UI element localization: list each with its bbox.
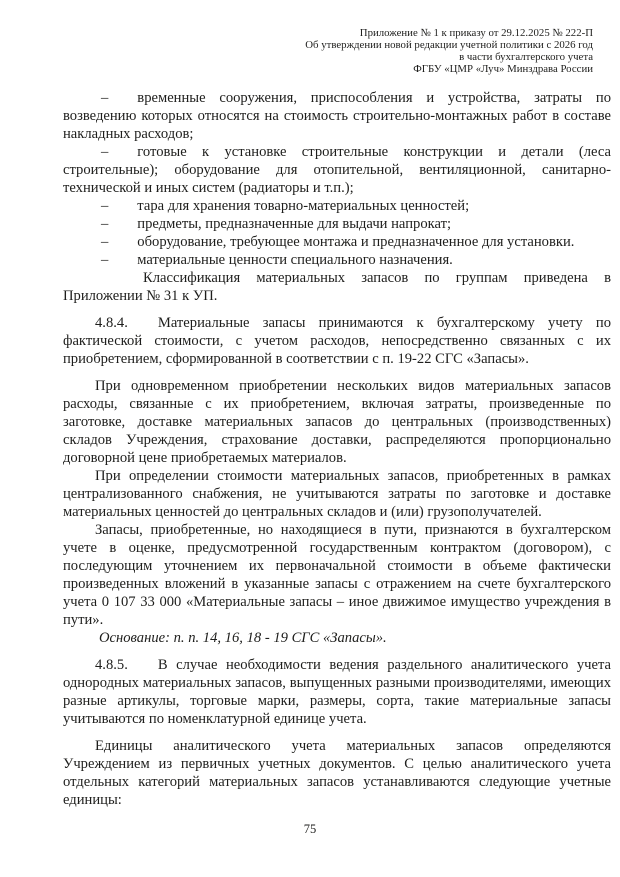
bullet-item — [63, 251, 611, 269]
bullet-item — [63, 215, 611, 233]
section-text: Материальные запасы принимаются к бухгалтерскому учету по фактической стоимости, с учетом расходов, непосредственно связанных с их приобретением, сформированной в соответствии с п. 19-22 СГС «Запасы». — [63, 315, 611, 367]
bullet-dash: – — [101, 90, 109, 106]
bullet-text: тара для хранения товарно-материальных ценностей; — [137, 198, 470, 214]
bullet-text: предметы, предназначенные для выдачи напрокат; — [137, 216, 452, 232]
section-text: В случае необходимости ведения раздельного аналитического учета однородных материальных запасов, выпущенных разными производителями, имеющих разные артикулы, торговые марки, размеры, сорта, такие материальные запасы учитываются по номенклатурной единице учета. — [63, 657, 611, 727]
bullet-text: временные сооружения, приспособления и устройства, затраты по возведению которых относятся на стоимость строительно-монтажных работ в составе накладных расходов; — [63, 90, 611, 142]
section-number: 4.8.5. — [95, 657, 128, 673]
bullet-dash: – — [101, 234, 109, 250]
bullet-dash: – — [101, 216, 109, 232]
paragraph-accounting-units: Единицы аналитического учета материальных запасов определяются Учреждением из первичных учетных документов. С целью аналитического учета отдельных категорий материальных запасов устанавливаются следующие учетные единицы: — [63, 738, 611, 808]
bullet-item — [63, 197, 611, 215]
header-line-accounting: в части бухгалтерского учета — [459, 51, 593, 63]
paragraph-classification: Классификация материальных запасов по группам приведена в Приложении № 31 к УП. — [63, 270, 611, 304]
footer-page-number: 75 — [303, 822, 317, 836]
header-line-approval: Об утверждении новой редакции учетной политики с 2026 год — [305, 39, 593, 51]
paragraph-in-transit: Запасы, приобретенные, но находящиеся в пути, признаются в бухгалтерском учете в оценке, предусмотренной государственным контрактом (договором), с последующим уточнением их первоначальной стоимости в объеме фактически произведенных вложений в указанные запасы с отражением на счете бухгалтерского учета 0 107 33 000 «Материальные запасы – иное движимое имущество учреждения в пути». — [63, 522, 611, 628]
bullet-text: оборудование, требующее монтажа и предназначенное для установки. — [137, 234, 575, 250]
bullet-item — [63, 89, 611, 143]
document-body — [63, 89, 611, 809]
bullet-item — [63, 233, 611, 251]
document-header — [0, 27, 593, 75]
header-line-appendix: Приложение № 1 к приказу от 29.12.2025 № 222-П — [359, 27, 593, 39]
paragraph-acquisition: При одновременном приобретении нескольких видов материальных запасов расходы, связанные с их приобретением, включая затраты, произведенные по заготовке, доставке материальных запасов до центральных (производственных) складов Учреждения, страхование доставки, распределяются пропорционально договорной цене приобретаемых материалов. — [63, 378, 611, 466]
bullet-text: материальные ценности специального назначения. — [137, 252, 453, 268]
bullet-text: готовые к установке строительные конструкции и детали (леса строительные); оборудование для отопительной, вентиляционной, санитарно-технической и иных систем (радиаторы и т.п.); — [63, 144, 611, 196]
bullet-dash: – — [101, 198, 109, 214]
section-4-8-5 — [63, 656, 611, 728]
bullet-item — [63, 143, 611, 197]
section-4-8-4 — [63, 314, 611, 368]
header-line-organization: ФГБУ «ЦМР «Луч» Минздрава России — [413, 63, 593, 75]
paragraph-centralized-supply: При определении стоимости материальных запасов, приобретенных в рамках централизованного снабжения, не учитываются затраты по заготовке и доставке материальных ценностей до центральных складов и (или) грузополучателей. — [63, 468, 611, 520]
bullet-dash: – — [101, 144, 109, 160]
bullet-dash: – — [101, 252, 109, 268]
section-number: 4.8.4. — [95, 315, 128, 331]
paragraph-legal-basis: Основание: п. п. 14, 16, 18 - 19 СГС «Запасы». — [99, 630, 387, 646]
